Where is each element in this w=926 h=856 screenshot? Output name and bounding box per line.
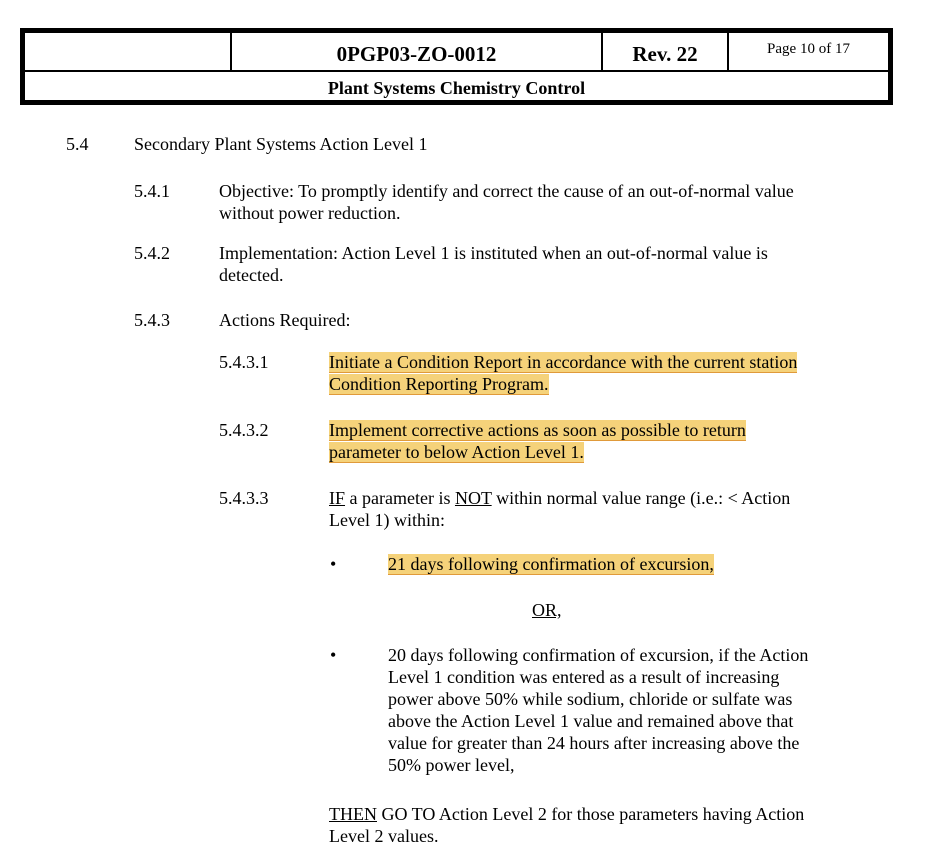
action-text-line [329,487,790,509]
action-text-fragment: a parameter is [345,488,455,508]
bullet-text-line: Level 1 condition was entered as a result of increasing [388,667,780,687]
highlighted-text: parameter to below Action Level 1. [329,442,584,462]
document-title: Plant Systems Chemistry Control [327,78,586,98]
action-text-fragment: within normal value range (i.e.: < Action [491,488,791,508]
bullet-text-line: value for greater than 24 hours after increasing above the [388,733,800,753]
section-title: Secondary Plant Systems Action Level 1 [134,134,428,154]
header-border-bottom [20,100,893,105]
item-text-line: Implementation: Action Level 1 is instituted when an out-of-normal value is [219,243,768,263]
header-divider [20,70,893,72]
bullet-icon: • [330,554,337,574]
header-border-top [20,28,893,33]
item-text-line: without power reduction. [219,203,401,223]
not-keyword: NOT [454,488,492,508]
bullet-text-line: 50% power level, [388,755,515,775]
page-number: Page 10 of 17 [767,41,850,57]
highlighted-text: Implement corrective actions as soon as possible to return [329,420,746,440]
bullet-icon: • [330,645,337,665]
or-separator: OR, [532,600,562,620]
then-clause-line: Level 2 values. [329,826,439,846]
item-text-line: Objective: To promptly identify and correct the cause of an out-of-normal value [219,181,794,201]
revision-number: Rev. 22 [632,42,698,66]
then-keyword: THEN [329,804,377,824]
highlighted-text: 21 days following confirmation of excursion, [388,554,714,574]
document-header [20,28,893,105]
if-keyword: IF [329,488,346,508]
item-number: 5.4.2 [134,243,170,263]
item-text-line: detected. [219,265,284,285]
highlighted-text: Condition Reporting Program. [329,374,549,394]
action-number: 5.4.3.1 [219,352,269,372]
action-text-line [329,441,584,463]
document-number: 0PGP03-ZO-0012 [336,42,497,66]
header-border-right [888,28,893,105]
highlighted-text: Initiate a Condition Report in accordance with the current station [329,352,798,372]
section-number: 5.4 [66,134,89,154]
item-number: 5.4.3 [134,310,170,330]
item-text-line: Actions Required: [219,310,351,330]
bullet-text-line: above the Action Level 1 value and remained above that [388,711,794,731]
item-number: 5.4.1 [134,181,170,201]
action-number: 5.4.3.3 [219,488,269,508]
then-clause-text: GO TO Action Level 2 for those parameters having Action [377,804,805,824]
action-text-line [329,373,549,395]
action-text-line [329,351,797,373]
action-number: 5.4.3.2 [219,420,269,440]
bullet-text [388,553,714,575]
then-clause-line [329,803,804,825]
bullet-text-line: 20 days following confirmation of excursion, if the Action [388,645,809,665]
action-text-line [329,419,746,441]
action-text-line: Level 1) within: [329,510,445,530]
bullet-text-line: power above 50% while sodium, chloride or sulfate was [388,689,793,709]
